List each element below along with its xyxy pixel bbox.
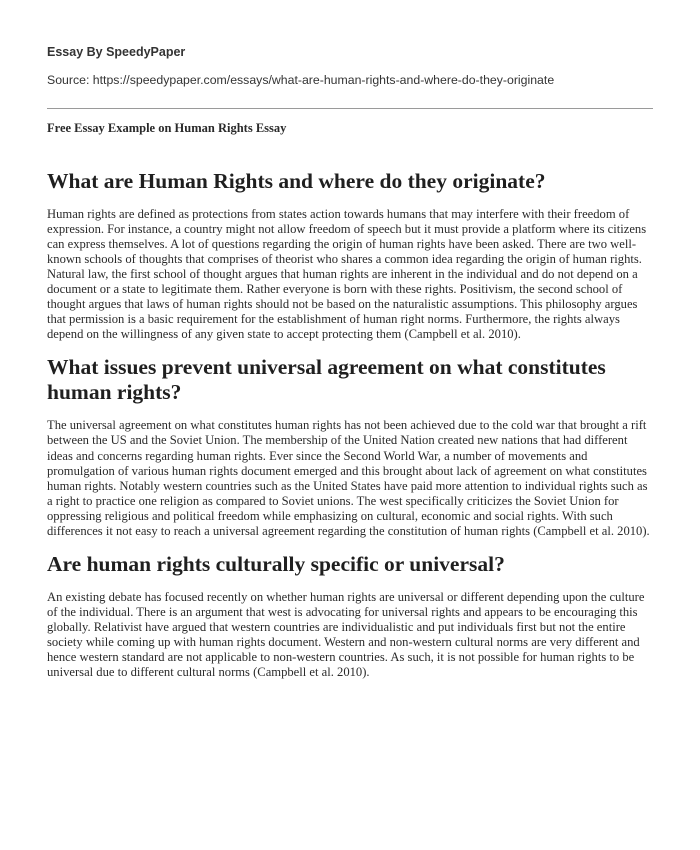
essay-content <box>47 169 655 693</box>
section-heading: What issues prevent universal agreement on what constitutes human rights? <box>47 355 606 405</box>
header-divider <box>47 108 653 109</box>
essay-section <box>47 552 655 680</box>
section-heading: Are human rights culturally specific or universal? <box>47 551 505 576</box>
section-paragraph: An existing debate has focused recently on whether human rights are universal or different depending upon the culture of the individual. There is an argument that west is advocating for universal rights and appears to be encouraging this globally. Relativist have argued that western countries are individualistic and put individuals first but not the entire society while coming up with human rights document. Western and non-western cultural norms are very different and hence western standard are not applicable to non-western countries. As such, it is not possible for human rights to be universal due to different cultural norms (Campbell et al. 2010). <box>47 589 645 680</box>
essay-section <box>47 355 655 538</box>
source-line: Source: https://speedypaper.com/essays/what-are-human-rights-and-where-do-they-originate <box>47 73 555 87</box>
brand-title: Essay By SpeedyPaper <box>47 45 186 59</box>
section-paragraph: The universal agreement on what constitutes human rights has not been achieved due to the cold war that brought a rift between the US and the Soviet Union. The membership of the United Nation created new nations that had different ideas and concerns regarding human rights. Ever since the Second World War, a number of movements and promulgation of various human rights document emerged and this brought about lack of agreement on what constitutes human rights. Notably western countries such as the United States have paid more attention to individual rights such as a right to practice one religion as compared to Soviet unions. The west specifically criticizes the Soviet Union for oppressing religious and political freedom while emphasizing on cultural, economic and social rights. With such differences it not easy to reach a universal agreement regarding the constitution of human rights (Campbell et al. 2010). <box>47 418 650 538</box>
essay-section <box>47 169 655 342</box>
essay-subtitle: Free Essay Example on Human Rights Essay <box>47 121 287 135</box>
section-paragraph: Human rights are defined as protections from states action towards humans that may interfere with their freedom of expression. For instance, a country might not allow freedom of speech but it must provide a platform where its citizens can express themselves. A lot of questions regarding the origin of human rights have been asked. There are two well-known schools of thoughts that comprises of theorist who shares a common idea regarding the origin of human rights. Natural law, the first school of thought argues that human rights are inherent in the individual and do not depend on a document or a state to legitimate them. Rather everyone is born with these rights. Positivism, the second school of thought argues that laws of human rights should not be based on the naturalistic assumptions. This philosophy argues that permission is a basic requirement for the establishment of human right norms. Furthermore, the rights always depend on the willingness of any given state to accept protecting them (Campbell et al. 2010). <box>47 207 647 342</box>
document-header <box>47 44 657 88</box>
section-heading: What are Human Rights and where do they originate? <box>47 169 546 193</box>
